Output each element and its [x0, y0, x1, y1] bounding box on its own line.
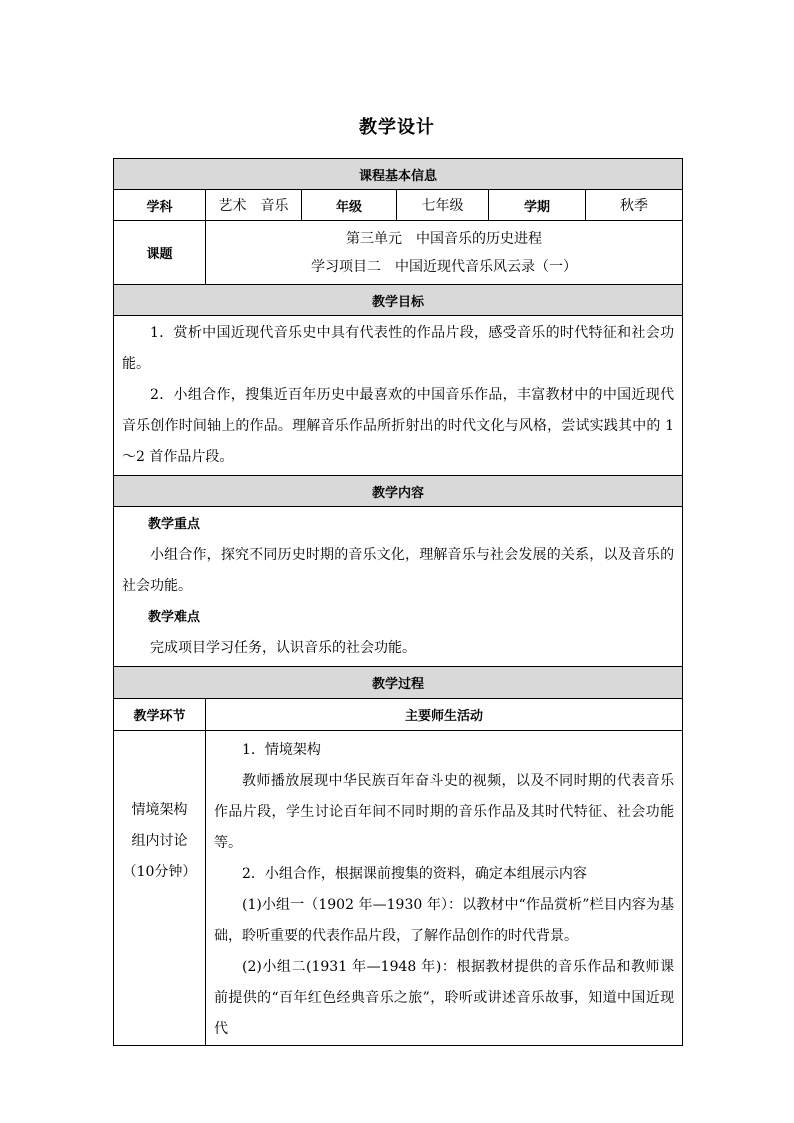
- stage-line: 情境架构: [131, 802, 188, 818]
- objective-item: 2．小组合作，搜集近百年历史中最喜欢的中国音乐作品，丰富教材中的中国近现代音乐创作时间轴上的作品。理解音乐作品所折射出的时代文化与风格，尝试实践其中的 1～2 首作品片段。: [122, 387, 675, 465]
- basic-info-header-row: [114, 159, 683, 190]
- key-point-text: 小组合作，探究不同历史时期的音乐文化，理解音乐与社会发展的关系，以及音乐的社会功能。: [122, 547, 675, 594]
- subject-label: 学科: [114, 190, 206, 221]
- content-body: [114, 507, 683, 667]
- objectives-header-row: [114, 285, 683, 316]
- objectives-body: [114, 316, 683, 476]
- activities-cell: [206, 731, 683, 1046]
- content-row: [114, 507, 683, 667]
- topic-line-1: 第三单元 中国音乐的历史进程: [346, 230, 543, 247]
- topic-label: 课题: [114, 221, 206, 285]
- content-header-row: [114, 476, 683, 507]
- subject-row: [114, 190, 683, 221]
- process-columns-row: [114, 699, 683, 731]
- topic-row: [114, 221, 683, 285]
- process-header-row: [114, 667, 683, 699]
- activity-item: 2．小组合作，根据课前搜集的资料，确定本组展示内容: [242, 866, 587, 882]
- topic-line-2: 学习项目二 中国近现代音乐风云录（一）: [311, 258, 578, 275]
- content-header: 教学内容: [114, 476, 683, 507]
- lesson-plan-table: [113, 158, 683, 1046]
- stage-column-header: 教学环节: [114, 699, 206, 731]
- activity-item: (2)小组二(1931 年—1948 年)：根据教材提供的音乐作品和教师课前提供的“百年红色经典音乐之旅”，聆听或讲述音乐故事，知道中国近现代: [214, 959, 675, 1037]
- stage-cell: [114, 731, 206, 1046]
- process-header: 教学过程: [114, 667, 683, 699]
- key-point-label: 教学重点: [148, 517, 201, 532]
- grade-value: 七年级: [397, 190, 489, 221]
- subject-value: 艺术 音乐: [206, 190, 302, 221]
- topic-value: [206, 221, 683, 285]
- stage-duration: （10分钟）: [122, 864, 197, 880]
- activity-item: 1．情境架构: [242, 742, 321, 758]
- basic-info-header: 课程基本信息: [114, 159, 683, 190]
- activity-item: 教师播放展现中华民族百年奋斗史的视频，以及不同时期的代表音乐作品片段，学生讨论百年间不同时期的音乐作品及其时代特征、社会功能等。: [214, 773, 675, 851]
- process-row: [114, 731, 683, 1046]
- objectives-header: 教学目标: [114, 285, 683, 316]
- grade-label: 年级: [302, 190, 397, 221]
- document-title: 教学设计: [359, 117, 435, 138]
- difficult-point-label: 教学难点: [148, 610, 201, 625]
- term-label: 学期: [489, 190, 586, 221]
- stage-line: 组内讨论: [131, 833, 188, 849]
- objectives-row: [114, 316, 683, 476]
- activity-column-header: 主要师生活动: [206, 699, 683, 731]
- objective-item: 1．赏析中国近现代音乐史中具有代表性的作品片段，感受音乐的时代特征和社会功能。: [122, 325, 675, 372]
- difficult-point-text: 完成项目学习任务，认识音乐的社会功能。: [150, 640, 416, 656]
- activity-item: (1)小组一（1902 年—1930 年）：以教材中“作品赏析”栏目内容为基础，聆听重要的代表作品片段，了解作品创作的时代背景。: [214, 897, 675, 944]
- term-value: 秋季: [586, 190, 683, 221]
